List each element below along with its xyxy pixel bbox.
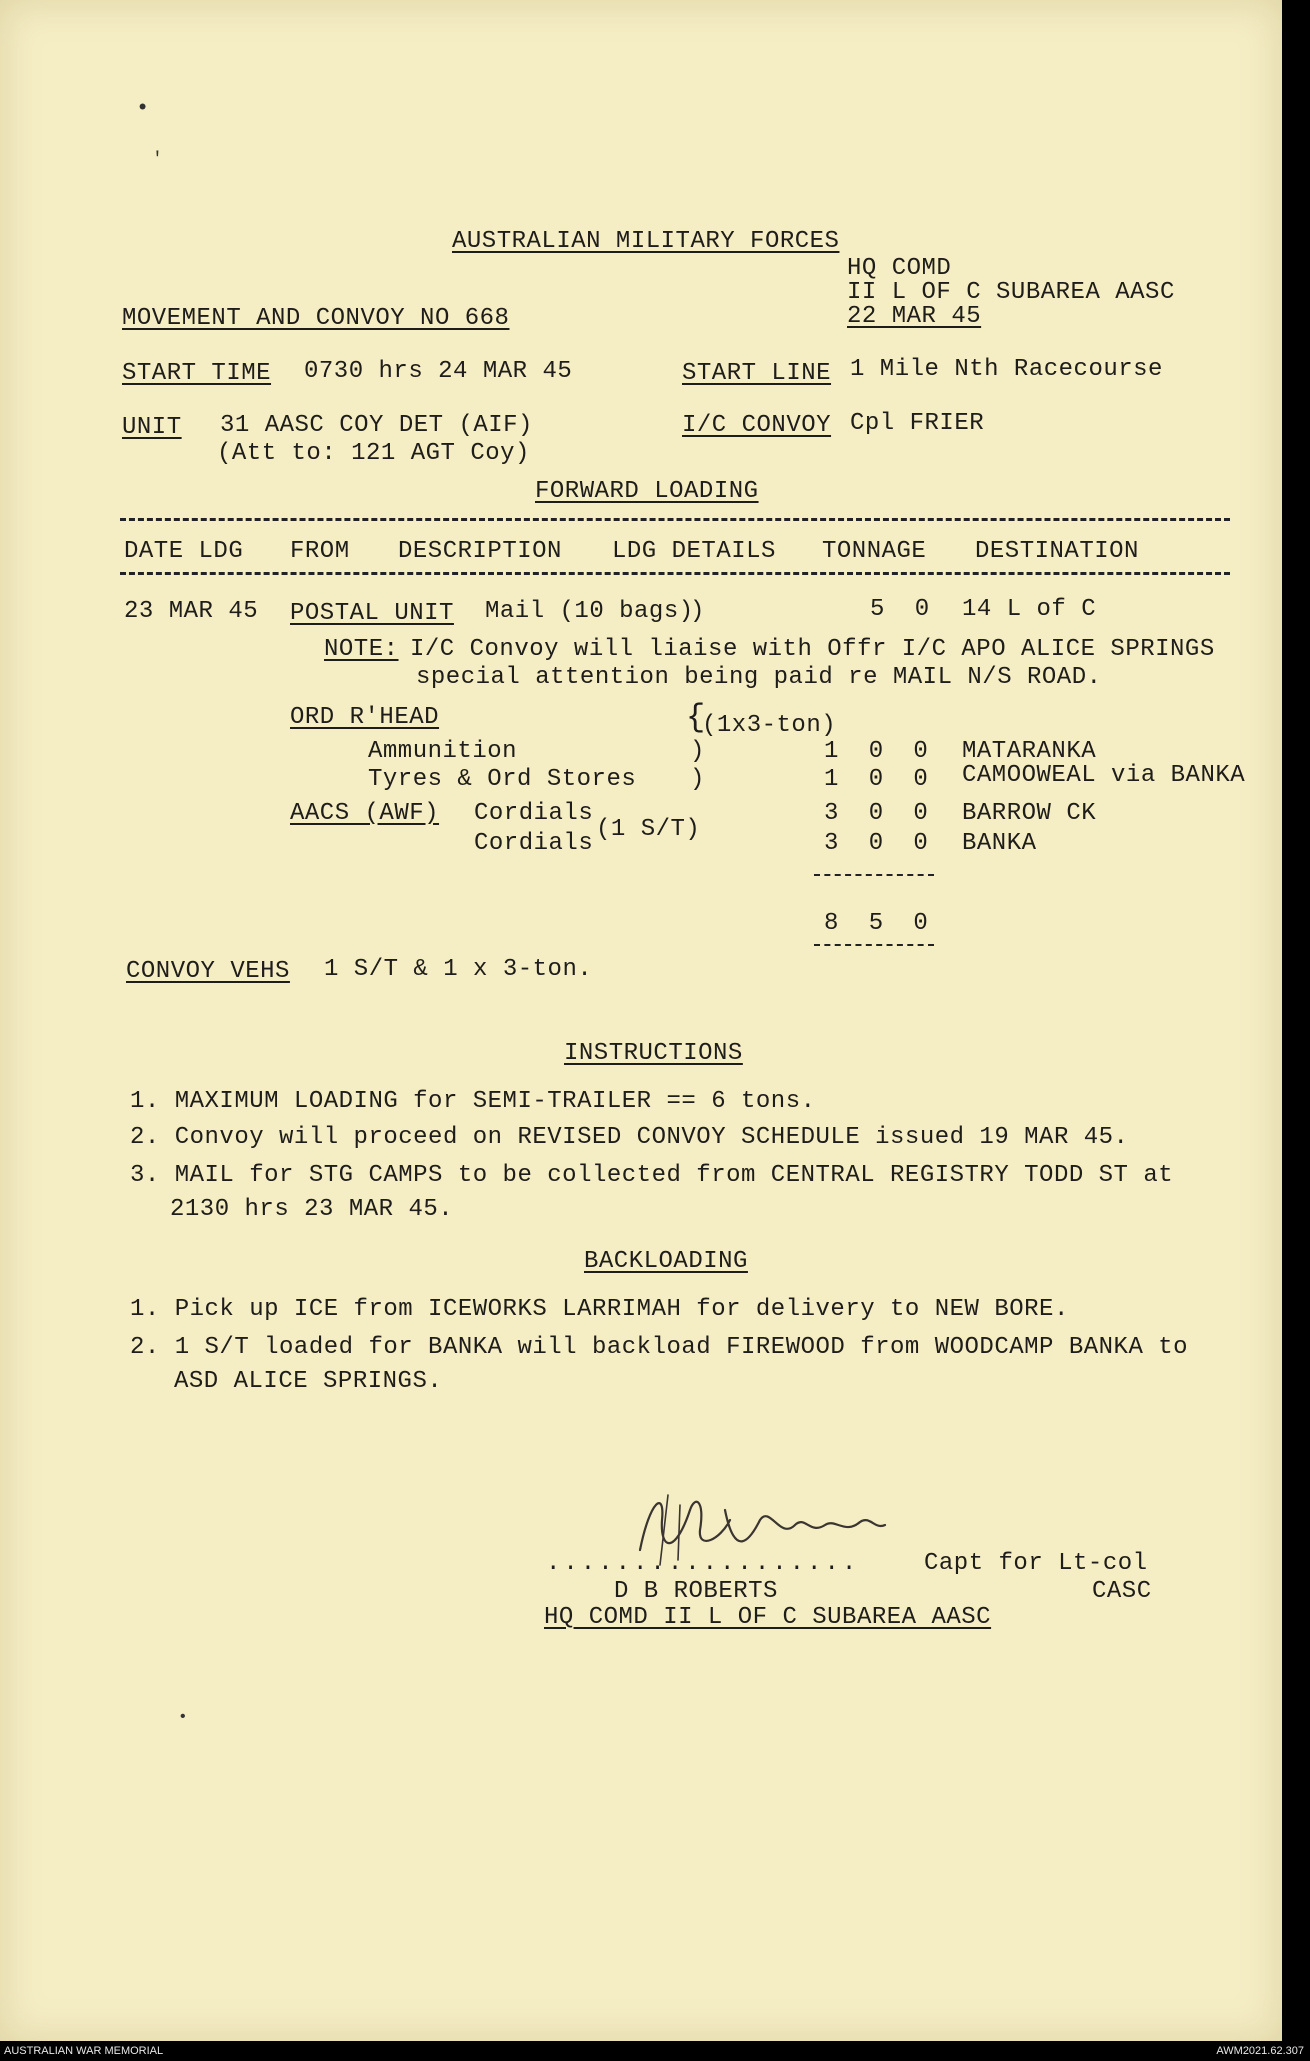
- start-time-value: 0730 hrs 24 MAR 45: [304, 358, 573, 385]
- ammunition-tonnage: 1 0 0: [824, 738, 929, 765]
- signature-rank: Capt for Lt-col: [924, 1550, 1148, 1577]
- cordials-2-destination: BANKA: [962, 830, 1037, 857]
- aacs-awf: AACS (AWF): [290, 800, 440, 827]
- convoy-vehs-value: 1 S/T & 1 x 3-ton.: [324, 956, 593, 983]
- mail-tonnage: 5 0: [870, 596, 930, 623]
- unit-attachment: (Att to: 121 AGT Coy): [217, 440, 530, 467]
- brace: ): [690, 598, 705, 625]
- cordials-1: Cordials: [474, 800, 594, 827]
- hq-line-1: HQ COMD: [847, 255, 952, 282]
- col-destination: DESTINATION: [975, 538, 1139, 565]
- brace: ): [690, 738, 705, 765]
- doc-title: AUSTRALIAN MILITARY FORCES: [452, 228, 840, 255]
- col-description: DESCRIPTION: [398, 538, 562, 565]
- doc-date: 22 MAR 45: [847, 303, 982, 330]
- col-ldg-details: LDG DETAILS: [612, 538, 776, 565]
- footer-right: AWM2021.62.307: [1216, 2045, 1304, 2057]
- start-time-label: START TIME: [122, 360, 272, 387]
- instruction-3b: 2130 hrs 23 MAR 45.: [170, 1196, 454, 1223]
- divider: [814, 874, 934, 876]
- tonnage-total: 8 5 0: [824, 910, 929, 937]
- note-label: NOTE:: [324, 636, 399, 663]
- ammunition: Ammunition: [368, 738, 518, 765]
- paper-mark: ': [152, 150, 163, 170]
- backloading-1: 1. Pick up ICE from ICEWORKS LARRIMAH for delivery to NEW BORE.: [130, 1296, 1069, 1323]
- ord-rhead: ORD R'HEAD: [290, 704, 440, 731]
- ic-convoy-label: I/C CONVOY: [682, 412, 832, 439]
- cordials-2-tonnage: 3 0 0: [824, 830, 929, 857]
- divider: [814, 944, 934, 946]
- start-line-value: 1 Mile Nth Racecourse: [850, 356, 1163, 383]
- signature-dots: ..................: [546, 1550, 860, 1577]
- hq-line-2: II L OF C SUBAREA AASC: [847, 279, 1175, 306]
- divider: [120, 518, 1230, 521]
- col-date-ldg: DATE LDG: [124, 538, 244, 565]
- backloading-heading: BACKLOADING: [584, 1248, 748, 1275]
- divider: [120, 572, 1230, 575]
- note-line-2: special attention being paid re MAIL N/S ROAD.: [416, 664, 1102, 691]
- col-tonnage: TONNAGE: [822, 538, 927, 565]
- postal-unit: POSTAL UNIT: [290, 600, 454, 627]
- cordials-2: Cordials: [474, 830, 594, 857]
- tyres-destination: CAMOOWEAL via BANKA: [962, 762, 1246, 789]
- loading-date: 23 MAR 45: [124, 598, 259, 625]
- signature-name: D B ROBERTS: [614, 1578, 778, 1605]
- col-from: FROM: [290, 538, 350, 565]
- cordials-1-destination: BARROW CK: [962, 800, 1097, 827]
- cordials-1-tonnage: 3 0 0: [824, 800, 929, 827]
- convoy-vehs-label: CONVOY VEHS: [126, 958, 290, 985]
- backloading-2a: 2. 1 S/T loaded for BANKA will backload FIREWOOD from WOODCAMP BANKA to: [130, 1334, 1189, 1361]
- brace: {: [686, 699, 706, 736]
- brace: ): [690, 766, 705, 793]
- footer-left: AUSTRALIAN WAR MEMORIAL: [4, 2045, 164, 2057]
- signature-hq: HQ COMD II L OF C SUBAREA AASC: [544, 1604, 992, 1631]
- backloading-2b: ASD ALICE SPRINGS.: [174, 1368, 443, 1395]
- tyres-tonnage: 1 0 0: [824, 766, 929, 793]
- instruction-3a: 3. MAIL for STG CAMPS to be collected from CENTRAL REGISTRY TODD ST at: [130, 1162, 1174, 1189]
- signature-title: CASC: [1092, 1578, 1152, 1605]
- start-line-label: START LINE: [682, 360, 832, 387]
- instruction-1: 1. MAXIMUM LOADING for SEMI-TRAILER == 6 tons.: [130, 1088, 816, 1115]
- ammunition-destination: MATARANKA: [962, 738, 1097, 765]
- note-line-1: I/C Convoy will liaise with Offr I/C APO ALICE SPRINGS: [410, 636, 1215, 663]
- instructions-heading: INSTRUCTIONS: [564, 1040, 743, 1067]
- instruction-2: 2. Convoy will proceed on REVISED CONVOY SCHEDULE issued 19 MAR 45.: [130, 1124, 1129, 1151]
- paper-mark: •: [178, 1708, 188, 1726]
- mail-destination: 14 L of C: [962, 596, 1097, 623]
- ic-convoy-value: Cpl FRIER: [850, 410, 985, 437]
- forward-loading-heading: FORWARD LOADING: [535, 478, 759, 505]
- paper-mark: •: [136, 96, 150, 121]
- ldg-detail-3ton: (1x3-ton): [702, 712, 837, 739]
- ldg-detail-st: (1 S/T): [596, 816, 701, 843]
- movement-number: MOVEMENT AND CONVOY NO 668: [122, 305, 510, 332]
- unit-value: 31 AASC COY DET (AIF): [220, 412, 533, 439]
- mail-description: Mail (10 bags): [485, 598, 694, 625]
- unit-label: UNIT: [122, 414, 182, 441]
- tyres-ord-stores: Tyres & Ord Stores: [368, 766, 637, 793]
